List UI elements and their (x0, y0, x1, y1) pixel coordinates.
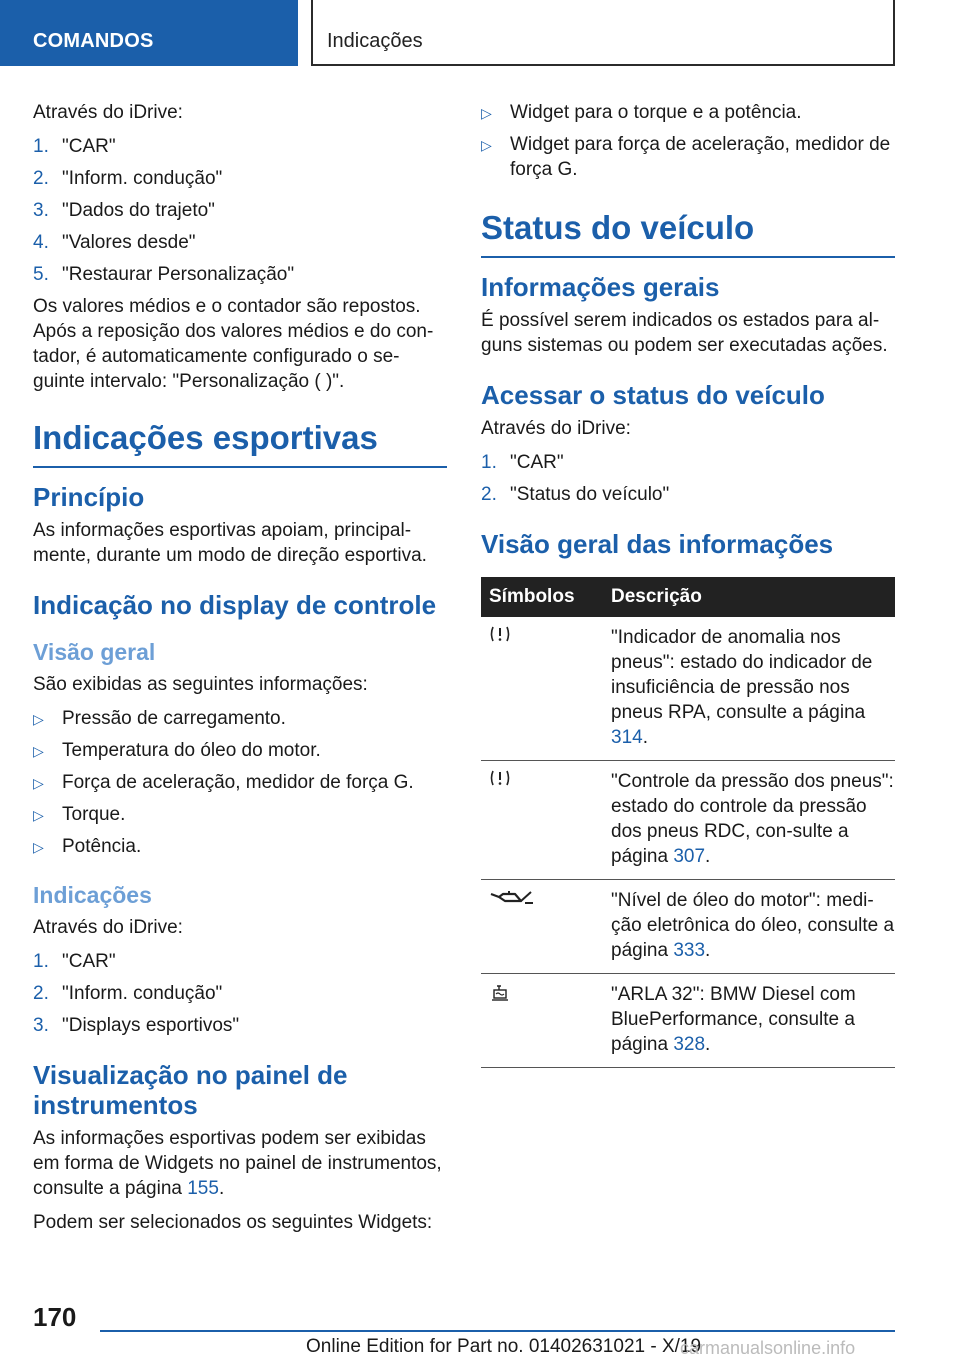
table-row: "Nível de óleo do motor": medi-ção eletrônica do óleo, consulte a página 333. (481, 880, 895, 974)
page-number: 170 (33, 1302, 77, 1332)
steps-list-reset (33, 134, 447, 287)
left-column (33, 100, 447, 1244)
heading-control-display: Indicação no display de controle (33, 590, 437, 620)
cluster-text: As informações esportivas podem ser exibidas em forma de Widgets no painel de instrumentos, consulte a página 155. (33, 1128, 442, 1199)
heading-info-overview: Visão geral das informações (481, 529, 834, 559)
chapter-title: Indicações (311, 0, 895, 66)
principle-text: As informações esportivas apoiam, principal-mente, durante um modo de direção esportiva. (33, 520, 427, 566)
list-item: 2. "Status do veículo" (481, 484, 670, 505)
triangle-bullet-icon: ▷ (33, 807, 44, 823)
widgets-text: Podem ser selecionados os seguintes Widgets: (33, 1212, 433, 1233)
right-column (481, 100, 895, 1068)
list-item: ▷ Força de aceleração, medidor de força G. (33, 770, 447, 795)
status-table (481, 577, 895, 1068)
heading-overview: Visão geral (33, 639, 156, 665)
widget-bullet-list (481, 100, 895, 182)
list-item: 4. "Valores desde" (33, 232, 196, 253)
list-item: ▷ Pressão de carregamento. (33, 706, 447, 731)
section-tab: COMANDOS (0, 0, 298, 66)
list-item: 2. "Inform. condução" (33, 168, 223, 189)
list-item: 3. "Dados do trajeto" (33, 200, 215, 221)
page-link-307[interactable]: 307 (673, 846, 706, 867)
list-item: 1. "CAR" (33, 136, 116, 157)
tire-pressure-warning-icon (489, 625, 511, 643)
triangle-bullet-icon: ▷ (33, 743, 44, 759)
heading-access-status: Acessar o status do veículo (481, 380, 825, 410)
heading-principle: Princípio (33, 482, 145, 512)
heading-indications: Indicações (33, 882, 152, 908)
triangle-bullet-icon: ▷ (33, 775, 44, 791)
access-intro: Através do iDrive: (481, 418, 631, 439)
list-item: 3. "Displays esportivos" (33, 1015, 240, 1036)
list-item: ▷ Widget para o torque e a potência. (481, 100, 895, 125)
info-bullet-list (33, 706, 447, 859)
list-item: ▷ Widget para força de aceleração, medidor de força G. (481, 134, 891, 180)
page-link-314[interactable]: 314 (611, 727, 643, 748)
indications-intro: Através do iDrive: (33, 917, 183, 938)
page-header (0, 0, 960, 66)
steps-list-sport (33, 949, 447, 1038)
page-link-328[interactable]: 328 (673, 1034, 706, 1055)
list-item: ▷ Temperatura do óleo do motor. (33, 738, 447, 763)
list-item: 1. "CAR" (33, 951, 116, 972)
list-item: 1. "CAR" (481, 452, 564, 473)
tire-pressure-warning-icon (489, 769, 511, 787)
page-footer (0, 1290, 960, 1362)
table-header-symbols: Símbolos (481, 577, 611, 617)
list-item: 2. "Inform. condução" (33, 983, 223, 1004)
intro-text: Através do iDrive: (33, 102, 183, 123)
steps-list-status (481, 450, 895, 507)
triangle-bullet-icon: ▷ (481, 137, 492, 153)
page-link-155[interactable]: 155 (187, 1178, 219, 1199)
heading-vehicle-status: Status do veículo (481, 208, 895, 258)
table-header-description: Descrição (611, 577, 895, 617)
edition-text: Online Edition for Part no. 01402631021 - X/19 (306, 1336, 702, 1357)
heading-instrument-cluster: Visualização no painel de instrumentos (33, 1060, 348, 1120)
heading-general-info: Informações gerais (481, 272, 720, 302)
overview-text: São exibidas as seguintes informações: (33, 674, 368, 695)
footer-divider (100, 1330, 895, 1332)
table-row: "Indicador de anomalia nos pneus": estado do indicador de insuficiência de pressão nos pneus RPA, consulte a página 314. (481, 617, 895, 761)
list-item: 5. "Restaurar Personalização" (33, 264, 295, 285)
oil-level-icon (489, 888, 535, 906)
list-item: ▷ Torque. (33, 802, 447, 827)
reset-text: Os valores médios e o contador são repostos. Após a reposição dos valores médios e do con-tador, é automaticamente configurado o se-guinte intervalo: "Personalização ( )". (33, 296, 434, 392)
table-header-row (481, 577, 895, 617)
list-item: ▷ Potência. (33, 834, 447, 859)
table-row: "Controle da pressão dos pneus": estado do controle da pressão dos pneus RDC, con-sulte a página 307. (481, 761, 895, 880)
triangle-bullet-icon: ▷ (481, 105, 492, 121)
watermark: carmanualsonline.info (680, 1338, 856, 1358)
triangle-bullet-icon: ▷ (33, 839, 44, 855)
table-row: "ARLA 32": BMW Diesel com BluePerformance, consulte a página 328. (481, 974, 895, 1068)
general-info-text: É possível serem indicados os estados para al-guns sistemas ou podem ser executadas ações. (481, 310, 888, 356)
triangle-bullet-icon: ▷ (33, 711, 44, 727)
page-link-333[interactable]: 333 (673, 940, 706, 961)
heading-sport-displays: Indicações esportivas (33, 418, 447, 468)
arla-fluid-icon (489, 982, 511, 1002)
